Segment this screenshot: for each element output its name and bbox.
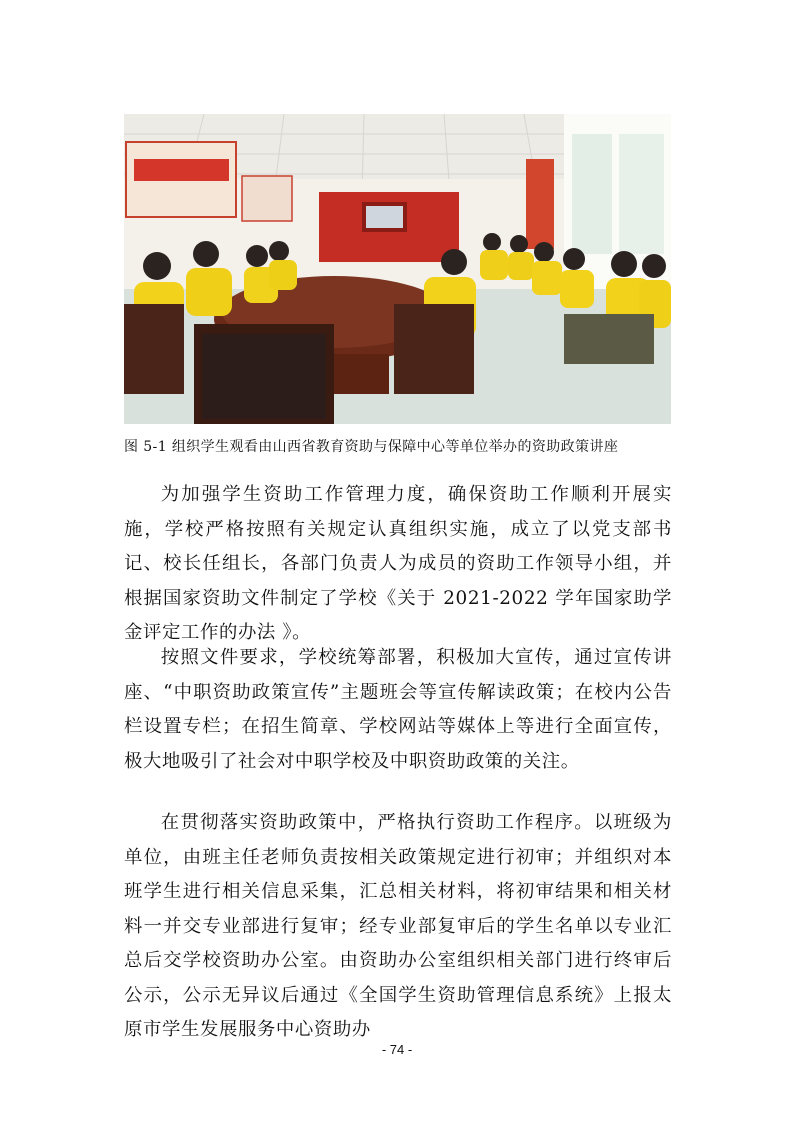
lecture-photo bbox=[124, 114, 671, 424]
body-paragraph-2: 按照文件要求，学校统筹部署，积极加大宣传，通过宣传讲座、“中职资助政策宣传”主题班会等宣传解读政策；在校内公告栏设置专栏；在招生简章、学校网站等媒体上等进行全面宣传，极大地吸引了社会对中职学校及中职资助政策的关注。 bbox=[124, 647, 672, 772]
body-paragraph-3: 在贯彻落实资助政策中，严格执行资助工作程序。以班级为单位，由班主任老师负责按相关政策规定进行初审；并组织对本班学生进行相关信息采集，汇总相关材料，将初审结果和相关材料一并交专业部进行复审；经专业部复审后的学生名单以专业汇总后交学校资助办公室。由资助办公室组织相关部门进行终审后公示，公示无异议后通过《全国学生资助管理信息系统》上报太原市学生发展服务中心资助办 bbox=[124, 812, 672, 1040]
body-paragraph-1: 为加强学生资助工作管理力度，确保资助工作顺利开展实施，学校严格按照有关规定认真组织实施，成立了以党支部书记、校长任组长，各部门负责人为成员的资助工作领导小组，并根据国家资助文件制定了学校《关于 2021-2022 学年国家助学金评定工作的办法 》。 bbox=[124, 484, 672, 643]
figure-caption: 图 5-1 组织学生观看由山西省教育资助与保障中心等单位举办的资助政策讲座 bbox=[124, 439, 619, 455]
page-number: - 74 - bbox=[381, 1042, 413, 1057]
